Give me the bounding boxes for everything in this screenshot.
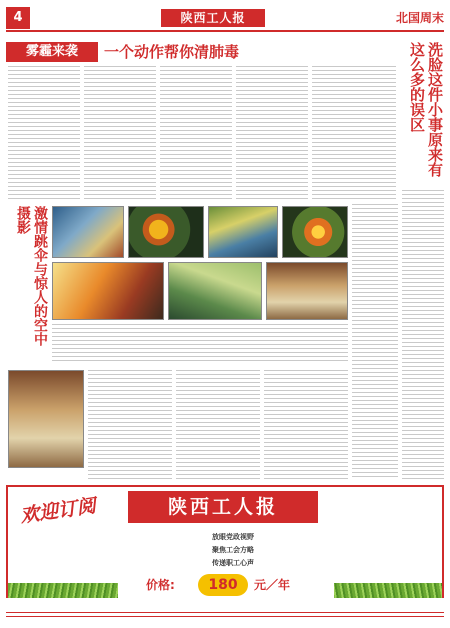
page-number: 4 [6, 7, 30, 29]
photo-skydiver-4 [282, 206, 348, 258]
right-column-text [402, 190, 444, 480]
ad-footer [6, 598, 444, 612]
ad-slogans [178, 531, 288, 570]
right-column-text-2 [352, 204, 398, 480]
ad-slogan: 传递职工心声 [212, 559, 254, 567]
ad-slogan: 聚焦工会方略 [212, 546, 254, 554]
photo-lower-left [8, 370, 84, 468]
feature-text [52, 324, 348, 364]
article-lower-2 [176, 370, 260, 480]
price-value: 180 [198, 574, 248, 596]
photo-skydiver-1 [52, 206, 124, 258]
article-column-2 [84, 66, 156, 200]
article-column-5 [312, 66, 396, 200]
article-lower-1 [88, 370, 172, 480]
ad-slogan: 放眼党政视野 [212, 533, 254, 541]
photo-skydiver-2 [128, 206, 204, 258]
article-column-1 [8, 66, 80, 200]
section-name: 北国周末 [395, 11, 444, 25]
ad-welcome: 欢迎订阅 [18, 494, 98, 528]
feature-title: 激情跳伞与惊人的空中摄影 [15, 206, 48, 346]
photo-skydiver-3 [208, 206, 278, 258]
ad-price [146, 574, 326, 596]
masthead [6, 6, 444, 32]
right-column-title: 洗脸这件小事原来有这么多的误区 [408, 42, 444, 177]
photo-skydiver-6 [168, 262, 262, 320]
subscription-ad [6, 485, 444, 613]
ad-paper-name: 陕西工人报 [128, 491, 318, 523]
article-column-4 [236, 66, 308, 200]
article-column-3 [160, 66, 232, 200]
price-label: 价格: [146, 578, 175, 592]
photo-skydiver-5 [52, 262, 164, 320]
paper-name-banner: 陕西工人报 [161, 9, 265, 27]
headline-tag: 雾霾来袭 [6, 42, 98, 62]
page-footer [6, 616, 444, 626]
article-lower-3 [264, 370, 348, 480]
price-unit: 元／年 [254, 578, 291, 592]
photo-skydiver-7 [266, 262, 348, 320]
sub-strip [6, 33, 444, 41]
headline-band [6, 41, 398, 63]
headline-main: 一个动作帮你清肺毒 [104, 43, 240, 61]
